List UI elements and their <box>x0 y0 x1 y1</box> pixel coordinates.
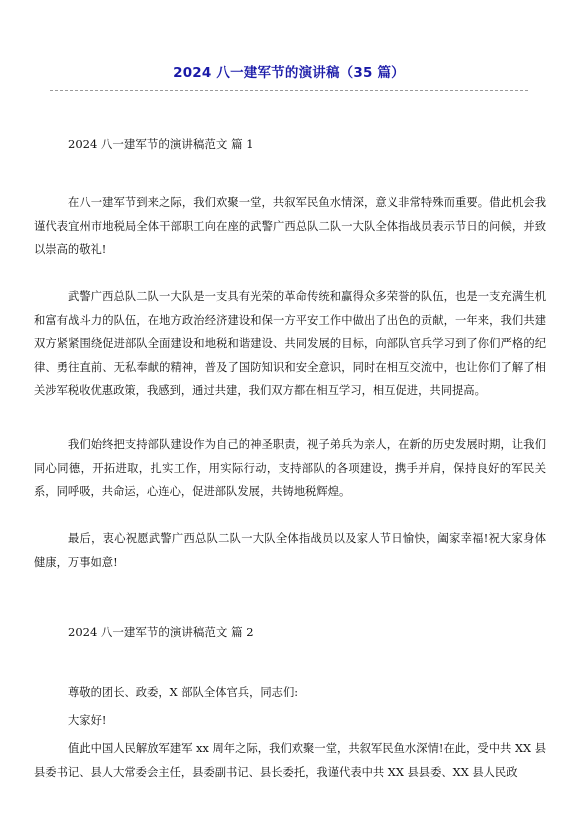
section-heading-1: 2024 八一建军节的演讲稿范文 篇 1 <box>68 137 254 151</box>
section-1-paragraph-1: 在八一建军节到来之际，我们欢聚一堂，共叙军民鱼水情深，意义非常特殊而重要。借此机会我谨代表宜州市地税局全体干部职工向在座的武警广西总队二队一大队全体指战员表示节日的问候，并致以崇高的敬礼! <box>34 196 546 256</box>
section-2-greeting: 大家好! <box>68 714 107 727</box>
section-heading-2: 2024 八一建军节的演讲稿范文 篇 2 <box>68 625 254 639</box>
section-1-paragraph-2: 武警广西总队二队一大队是一支具有光荣的革命传统和赢得众多荣誉的队伍，也是一支充满生机和富有战斗力的队伍，在地方政治经济建设和保一方平安工作中做出了出色的贡献，一年来，我们共建双方紧紧围绕促进部队全面建设和地税和谐建设、共同发展的目标，向部队官兵学习到了你们严格的纪律、勇往直前、无私奉献的精神，普及了国防知识和安全意识，同时在相互交流中，也让你们了解了相关涉军税收优惠政策，我感到，通过共建，我们双方都在相互学习，相互促进，共同提高。 <box>34 290 546 397</box>
section-2-salutation: 尊敬的团长、政委，X 部队全体官兵，同志们: <box>68 686 299 699</box>
section-2-paragraph-1: 值此中国人民解放军建军 xx 周年之际，我们欢聚一堂，共叙军民鱼水深情!在此，受中共 XX 县县委书记、县人大常委会主任，县委副书记、县长委托，我谨代表中共 XX 县县委、XX 县人民政 <box>34 742 546 779</box>
section-1-paragraph-3: 我们始终把支持部队建设作为自己的神圣职责，视子弟兵为亲人，在新的历史发展时期，让我们同心同德，开拓进取，扎实工作，用实际行动，支持部队的各项建设，携手并肩，保持良好的军民关系，同呼吸，共命运，心连心，促进部队发展，共铸地税辉煌。 <box>34 438 546 498</box>
title-divider <box>50 90 528 91</box>
document-title: 2024 八一建军节的演讲稿（35 篇） <box>173 65 405 81</box>
section-1-paragraph-4: 最后，衷心祝愿武警广西总队二队一大队全体指战员以及家人节日愉快，阖家幸福!祝大家身体健康，万事如意! <box>34 532 546 569</box>
